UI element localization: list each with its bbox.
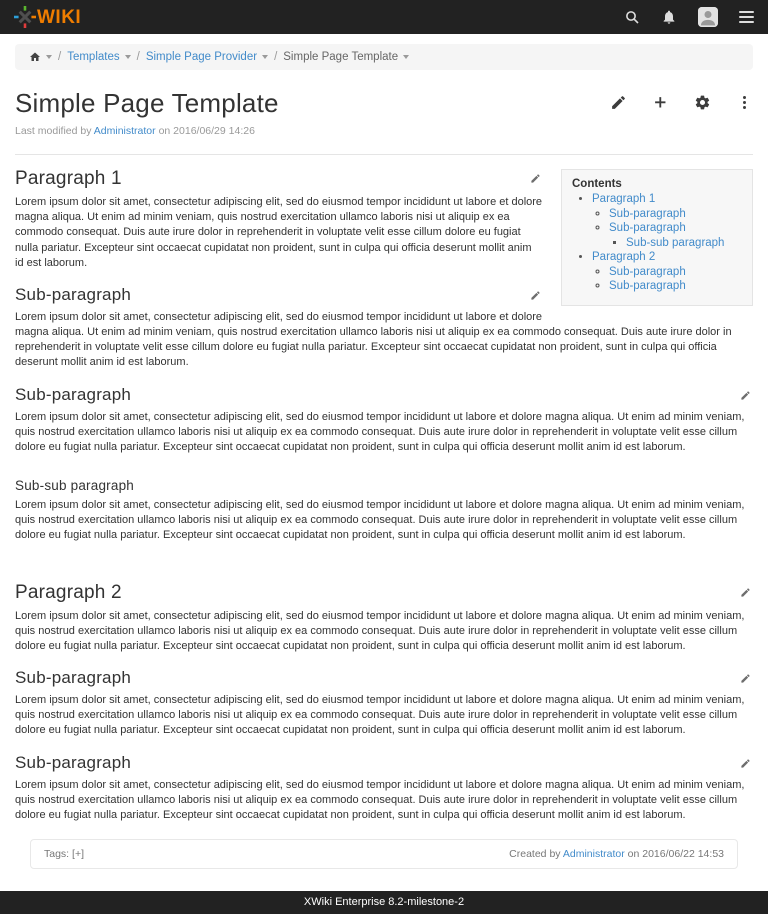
section-heading [15, 478, 753, 493]
section-paragraph: Lorem ipsum dolor sit amet, consectetur adipiscing elit, sed do eiusmod tempor incididunt ut labore et dolore magna aliqua. Ut enim ad minim veniam, quis nostrud exercitation ullamco laboris nisi ut aliquip ex ea commodo consequat. Duis aute irure dolor in reprehenderit in voluptate velit esse cillum dolore eu fugiat nulla pariatur. Excepteur sint occaecat cupidatat non proident, sunt in culpa qui officia deserunt mollit anim id est laborum. [15, 410, 745, 453]
tags-label: Tags: [44, 848, 70, 861]
settings-gear-icon[interactable] [694, 94, 711, 111]
section-title: Sub-paragraph [15, 668, 132, 688]
section-heading [15, 668, 753, 688]
toc-item [609, 208, 742, 220]
header-divider [15, 154, 753, 155]
section-heading [15, 385, 753, 405]
toc-link[interactable]: Paragraph 1 [592, 193, 656, 205]
drawer-menu-icon[interactable] [739, 11, 754, 23]
section-paragraph: Lorem ipsum dolor sit amet, consectetur adipiscing elit, sed do eiusmod tempor incididunt ut labore et dolore magna aliqua. Ut enim ad minim veniam, quis nostrud exercitation ullamco laboris nisi ut aliquip ex ea commodo consequat. Duis aute irure dolor in reprehenderit in voluptate velit esse cillum dolore eu fugiat nulla pariatur. Excepteur sint occaecat cupidatat non proident, sunt in culpa qui officia deserunt mollit anim id est laborum. [15, 196, 543, 269]
last-modified-line [0, 125, 768, 137]
section-paragraph: Lorem ipsum dolor sit amet, consectetur adipiscing elit, sed do eiusmod tempor incididunt ut labore et dolore magna aliqua. Ut enim ad minim veniam, quis nostrud exercitation ullamco laboris nisi ut aliquip ex ea commodo consequat. Duis aute irure dolor in reprehenderit in voluptate velit esse cillum dolore eu fugiat nulla pariatur. Excepteur sint occaecat cupidatat non proident, sunt in culpa qui officia deserunt mollit anim id est laborum. [15, 778, 745, 821]
section-paragraph: Lorem ipsum dolor sit amet, consectetur adipiscing elit, sed do eiusmod tempor incididunt ut labore et dolore magna aliqua. Ut enim ad minim veniam, quis nostrud exercitation ullamco laboris nisi ut aliquip ex ea commodo consequat. Duis aute irure dolor in reprehenderit in voluptate velit esse cillum dolore eu fugiat nulla pariatur. Excepteur sint occaecat cupidatat non proident, sunt in culpa qui officia deserunt mollit anim id est laborum. [15, 609, 745, 652]
top-navbar [0, 0, 768, 34]
toc-link[interactable]: Sub-paragraph [609, 222, 686, 234]
section-edit-icon[interactable] [530, 173, 541, 184]
section-paragraph: Lorem ipsum dolor sit amet, consectetur adipiscing elit, sed do eiusmod tempor incididunt ut labore et dolore magna aliqua. Ut enim ad minim veniam, quis nostrud exercitation ullamco laboris nisi ut aliquip ex ea commodo consequat. Duis aute irure dolor in reprehenderit in voluptate velit esse cillum dolore eu fugiat nulla pariatur. Excepteur sint occaecat cupidatat non proident, sunt in culpa qui officia deserunt mollit anim id est laborum. [15, 694, 745, 737]
toc-item [609, 266, 742, 278]
section-title: Paragraph 1 [15, 168, 122, 189]
add-tag-button[interactable]: [+] [72, 848, 84, 861]
section-paragraph: Lorem ipsum dolor sit amet, consectetur adipiscing elit, sed do eiusmod tempor incididunt ut labore et dolore magna aliqua. Ut enim ad minim veniam, quis nostrud exercitation ullamco laboris nisi ut aliquip ex ea commodo consequat. Duis aute irure dolor in reprehenderit in voluptate velit esse cillum dolore eu fugiat nulla pariatur. Excepteur sint occaecat cupidatat non proident, sunt in culpa qui officia deserunt mollit anim id est laborum. [15, 310, 732, 369]
section-heading [15, 582, 753, 604]
create-plus-icon[interactable] [652, 94, 669, 111]
xwiki-x-icon [14, 6, 36, 28]
breadcrumb-item[interactable] [146, 51, 268, 63]
toc-item [626, 237, 742, 249]
chevron-down-icon[interactable] [262, 55, 268, 59]
chevron-down-icon[interactable] [403, 55, 409, 59]
section-edit-icon[interactable] [740, 673, 751, 684]
modified-suffix: on 2016/06/29 14:26 [155, 125, 255, 137]
toc-link[interactable]: Sub-paragraph [609, 265, 686, 278]
version-text: XWiki Enterprise 8.2-milestone-2 [303, 896, 465, 909]
section-title: Sub-paragraph [15, 384, 132, 404]
section-title: Sub-sub paragraph [15, 478, 134, 494]
toc-link[interactable]: Sub-paragraph [609, 280, 686, 292]
breadcrumb-label[interactable]: Simple Page Provider [145, 51, 258, 63]
created-user-link[interactable]: Administrator [562, 848, 625, 861]
toc-link[interactable]: Paragraph 2 [592, 251, 656, 263]
notifications-bell-icon[interactable] [661, 9, 677, 25]
document-footer [30, 839, 738, 869]
page-content [0, 168, 768, 869]
chevron-down-icon[interactable] [125, 55, 131, 59]
edit-icon[interactable] [610, 94, 627, 111]
page-header [0, 74, 768, 125]
toc-link[interactable]: Sub-paragraph [609, 207, 686, 220]
toc-item [609, 280, 742, 292]
toc-link[interactable]: Sub-sub paragraph [626, 236, 725, 249]
section-heading [15, 753, 753, 773]
section-edit-icon[interactable] [530, 290, 541, 301]
section-edit-icon[interactable] [740, 390, 751, 401]
xwiki-logo-text: WIKI [37, 6, 82, 28]
breadcrumb [15, 44, 753, 70]
breadcrumb-home[interactable] [29, 51, 52, 63]
modified-prefix: Last modified by [15, 125, 94, 137]
breadcrumb-separator: / [274, 51, 278, 63]
toc-item [592, 193, 742, 249]
tags-area [44, 848, 84, 860]
created-suffix: on 2016/06/22 14:53 [624, 848, 724, 861]
contents-title: Contents [572, 178, 622, 190]
section-title: Sub-paragraph [15, 284, 132, 304]
navbar-icons [624, 7, 754, 27]
page-actions [610, 94, 753, 111]
toc-item [592, 251, 742, 292]
modified-user-link[interactable]: Administrator [93, 125, 156, 137]
breadcrumb-separator: / [136, 51, 140, 63]
toc-item [609, 222, 742, 249]
section-title: Sub-paragraph [15, 752, 132, 772]
created-prefix: Created by [509, 848, 563, 861]
section-title: Paragraph 2 [15, 581, 122, 603]
xwiki-logo[interactable] [14, 6, 81, 28]
version-bar [0, 891, 768, 914]
contents-panel [561, 169, 753, 306]
search-icon[interactable] [624, 9, 640, 25]
section-edit-icon[interactable] [740, 758, 751, 769]
breadcrumb-separator: / [58, 51, 62, 63]
page-title: Simple Page Template [15, 88, 279, 118]
section-paragraph: Lorem ipsum dolor sit amet, consectetur adipiscing elit, sed do eiusmod tempor incididunt ut labore et dolore magna aliqua. Ut enim ad minim veniam, quis nostrud exercitation ullamco laboris nisi ut aliquip ex ea commodo consequat. Duis aute irure dolor in reprehenderit in voluptate velit esse cillum dolore eu fugiat nulla pariatur. Excepteur sint occaecat cupidatat non proident, sunt in culpa qui officia deserunt mollit anim id est laborum. [15, 499, 745, 542]
user-avatar[interactable] [698, 7, 718, 27]
breadcrumb-label: Simple Page Template [283, 51, 399, 63]
created-line [509, 848, 724, 860]
breadcrumb-item[interactable] [67, 51, 130, 63]
home-icon[interactable] [29, 51, 41, 63]
breadcrumb-label[interactable]: Templates [67, 51, 120, 63]
section-edit-icon[interactable] [740, 587, 751, 598]
breadcrumb-item[interactable] [283, 51, 409, 63]
more-kebab-icon[interactable] [736, 94, 753, 111]
chevron-down-icon[interactable] [46, 55, 52, 59]
